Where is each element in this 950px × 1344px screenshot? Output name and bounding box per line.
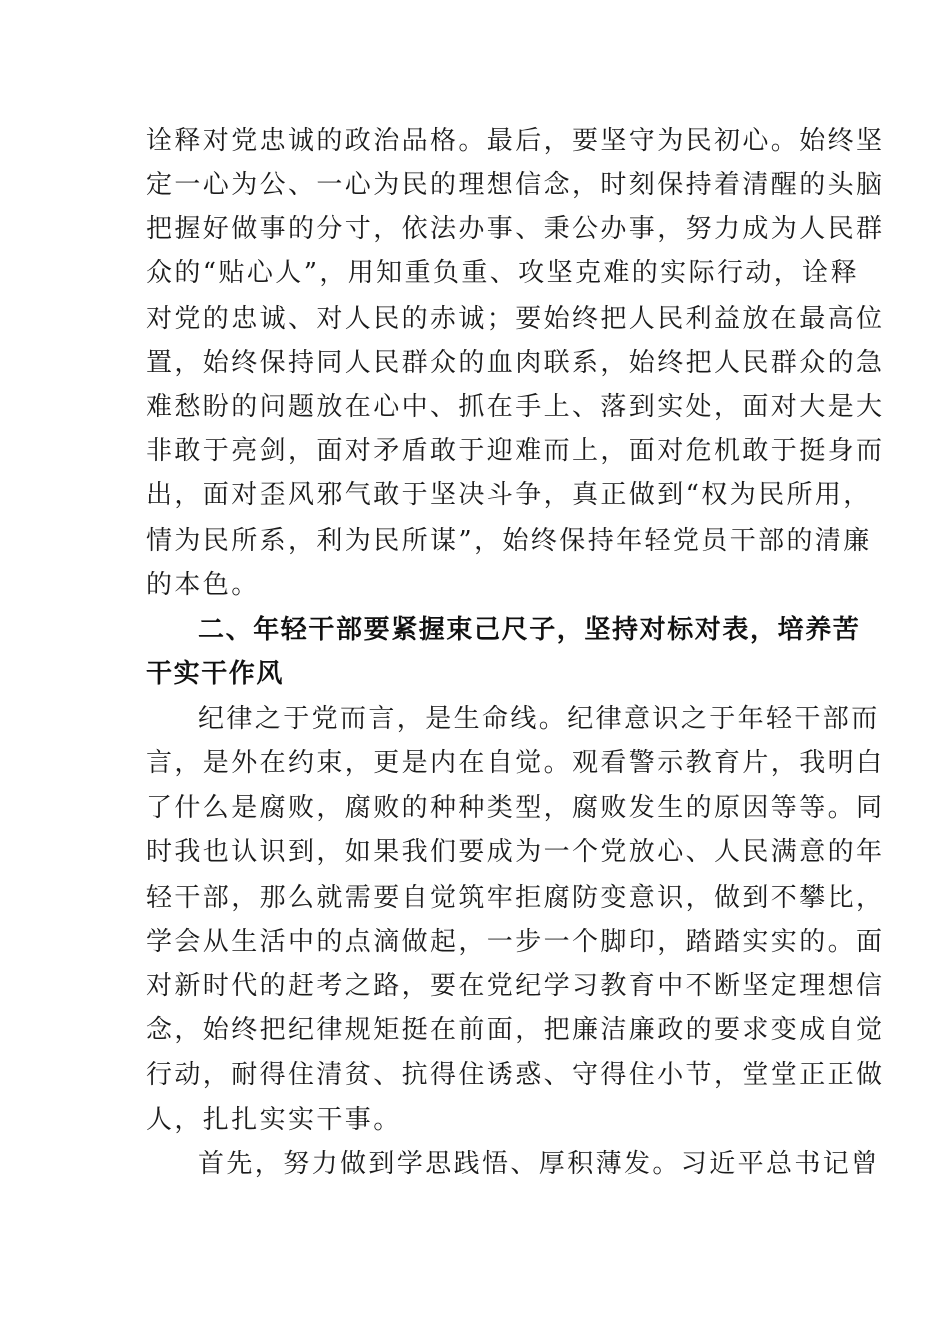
paragraph-line: 人，扎扎实实干事。: [146, 1105, 402, 1135]
paragraph-line: 置，始终保持同人民群众的血肉联系，始终把人民群众的急: [146, 348, 885, 378]
paragraph-line: 言，是外在约束，更是内在自觉。观看警示教育片，我明白: [146, 748, 885, 778]
paragraph-line: 难愁盼的问题放在心中、抓在手上、落到实处，面对大是大: [146, 392, 885, 422]
paragraph-line: 首先，努力做到学思践悟、厚积薄发。习近平总书记曾: [198, 1149, 880, 1179]
paragraph-line: 学会从生活中的点滴做起，一步一个脚印，踏踏实实的。面: [146, 927, 885, 957]
paragraph-line: 的本色。: [146, 570, 260, 600]
paragraph-line: 纪律之于党而言，是生命线。纪律意识之于年轻干部而: [198, 704, 880, 734]
paragraph-line: 了什么是腐败，腐败的种种类型，腐败发生的原因等等。同: [146, 793, 885, 823]
paragraph-line: 时我也认识到，如果我们要成为一个党放心、人民满意的年: [146, 837, 885, 867]
paragraph-line: 把握好做事的分寸，依法办事、秉公办事，努力成为人民群: [146, 214, 885, 244]
paragraph-line: 情为民所系，利为民所谋”，始终保持年轻党员干部的清廉: [146, 526, 872, 556]
section-heading: 干实干作风: [146, 659, 285, 689]
paragraph-line: 对新时代的赶考之路，要在党纪学习教育中不断坚定理想信: [146, 971, 885, 1001]
paragraph-line: 轻干部，那么就需要自觉筑牢拒腐防变意识，做到不攀比，: [146, 883, 885, 913]
paragraph-line: 众的“贴心人”，用知重负重、攻坚克难的实际行动，诠释: [146, 258, 859, 288]
paragraph-line: 念，始终把纪律规矩挺在前面，把廉洁廉政的要求变成自觉: [146, 1015, 885, 1045]
paragraph-line: 诠释对党忠诚的政治品格。最后，要坚守为民初心。始终坚: [146, 126, 885, 156]
section-heading: 二、年轻干部要紧握束己尺子，坚持对标对表，培养苦: [198, 615, 861, 645]
paragraph-line: 定一心为公、一心为民的理想信念，时刻保持着清醒的头脑: [146, 170, 885, 200]
paragraph-line: 行动，耐得住清贫、抗得住诱惑、守得住小节，堂堂正正做: [146, 1060, 885, 1090]
paragraph-line: 非敢于亮剑，面对矛盾敢于迎难而上，面对危机敢于挺身而: [146, 436, 885, 466]
paragraph-line: 对党的忠诚、对人民的赤诚；要始终把人民利益放在最高位: [146, 304, 885, 334]
paragraph-line: 出，面对歪风邪气敢于坚决斗争，真正做到“权为民所用，: [146, 480, 872, 510]
